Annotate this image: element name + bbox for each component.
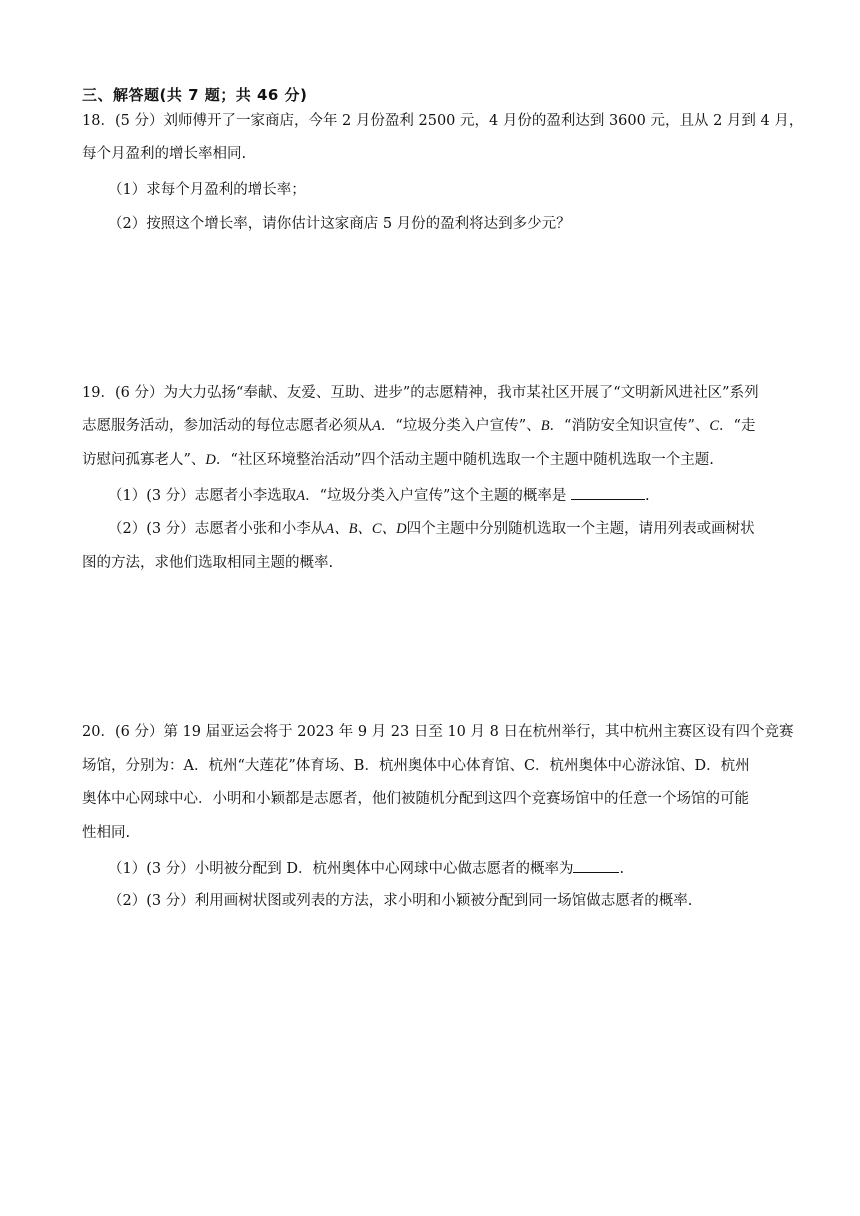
q20-line-2: 场馆，分别为：A．杭州“大莲花”体育场、B．杭州奥体中心体育馆、C．杭州奥体中心游泳馆、D．杭州 bbox=[82, 758, 750, 774]
q20-sub-1-end: . bbox=[619, 861, 625, 877]
q19-sub-2-text-b: 四个主题中分别随机选取一个主题，请用列表或画树状 bbox=[406, 521, 755, 537]
q19-line-2-text-d: ．“走 bbox=[719, 418, 756, 434]
q18-line-1: 18．(5 分）刘师傅开了一家商店，今年 2 月份盈利 2500 元，4 月份的盈利达到 3600 元，且从 2 月到 4 月， bbox=[82, 113, 804, 129]
q19-option-c-letter: C bbox=[709, 418, 720, 434]
q20-sub-1 bbox=[108, 858, 624, 879]
q18-sub-2: （2）按照这个增长率，请你估计这家商店 5 月份的盈利将达到多少元？ bbox=[108, 216, 571, 232]
q19-line-3 bbox=[82, 450, 714, 470]
q19-sub-1-end: . bbox=[645, 488, 650, 504]
q20-answer-blank[interactable] bbox=[573, 858, 619, 873]
q19-option-a-letter: A bbox=[372, 418, 381, 434]
q18-sub-1: （1）求每个月盈利的增长率； bbox=[108, 182, 306, 198]
q19-sub-2-text-a: （2）(3 分）志愿者小张和小李从 bbox=[108, 521, 326, 537]
q19-sub-2 bbox=[108, 519, 755, 539]
q18-line-2: 每个月盈利的增长率相同. bbox=[82, 146, 247, 162]
q19-answer-blank[interactable] bbox=[571, 485, 645, 500]
q20-line-1: 20．(6 分）第 19 届亚运会将于 2023 年 9 月 23 日至 10 月 8 日在杭州举行，其中杭州主赛区设有四个竞赛 bbox=[82, 724, 794, 740]
q19-line-2 bbox=[82, 416, 755, 436]
q20-sub-2: （2）(3 分）利用画树状图或列表的方法，求小明和小颖被分配到同一场馆做志愿者的概率. bbox=[108, 893, 693, 909]
q19-line-2-text-b: ．“垃圾分类入户宣传”、 bbox=[380, 418, 541, 434]
q19-sub-1-letter: A bbox=[296, 488, 306, 504]
q19-sub-1-text-a: （1）(3 分）志愿者小李选取 bbox=[108, 488, 297, 504]
q19-line-2-text-a: 志愿服务活动，参加活动的每位志愿者必须从 bbox=[82, 418, 372, 434]
section-title: 三、解答题(共 7 题；共 46 分) bbox=[82, 86, 308, 104]
q19-line-3-text-b: ．“社区环境整治活动”四个活动主题中随机选取一个主题中随机选取一个主题. bbox=[215, 452, 714, 468]
q20-line-3: 奥体中心网球中心．小明和小颖都是志愿者，他们被随机分配到这四个竞赛场馆中的任意一个场馆的可能 bbox=[82, 791, 749, 807]
q19-line-1: 19．(6 分）为大力弘扬“奉献、友爱、互助、进步”的志愿精神，我市某社区开展了“文明新风进社区”系列 bbox=[82, 385, 759, 401]
q20-line-4: 性相同. bbox=[82, 825, 131, 841]
q19-sub-1 bbox=[108, 485, 650, 506]
q19-sub-1-text-b: ．“垃圾分类入户宣传”这个主题的概率是 bbox=[305, 488, 572, 504]
q19-line-3-text-a: 访慰问孤寡老人”、 bbox=[82, 452, 206, 468]
q19-line-last: 图的方法，求他们选取相同主题的概率. bbox=[82, 555, 334, 571]
q20-sub-1-text: （1）(3 分）小明被分配到 D．杭州奥体中心网球中心做志愿者的概率为 bbox=[108, 861, 574, 877]
q19-option-d-letter: D bbox=[205, 452, 216, 468]
q19-line-2-text-c: ．“消防安全知识宣传”、 bbox=[549, 418, 710, 434]
q19-sub-2-letters: A、B、C、D bbox=[325, 521, 407, 537]
q19-option-b-letter: B bbox=[540, 418, 550, 434]
